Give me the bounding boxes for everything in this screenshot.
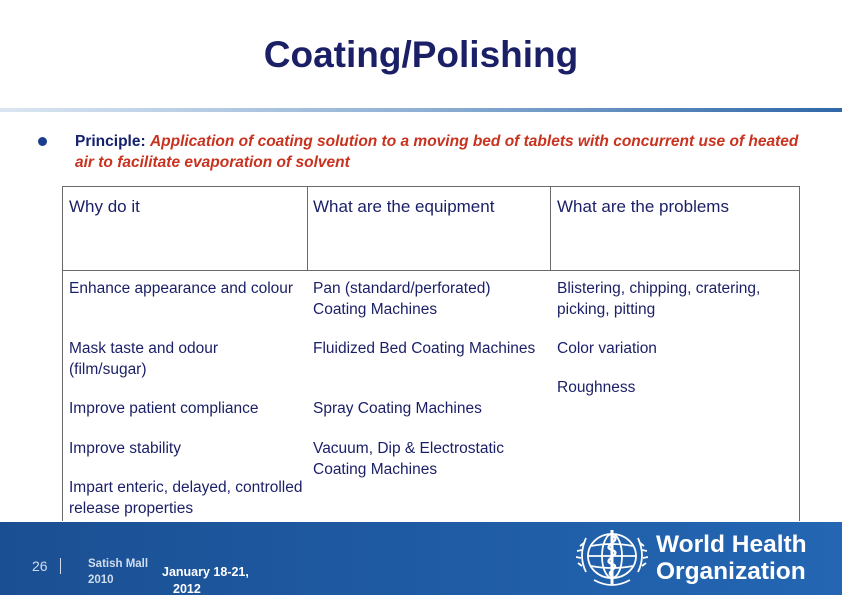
bullet-dot-icon bbox=[38, 137, 47, 146]
footer-date-year: 2012 bbox=[173, 582, 201, 596]
header-equipment: What are the equipment bbox=[313, 197, 495, 216]
principle-description: Application of coating solution to a moving bed of tablets with concurrent use of heated air to facilitate evaporation of solvent bbox=[75, 133, 799, 171]
column-divider bbox=[307, 187, 308, 270]
who-wordmark-line1: World Health bbox=[656, 531, 807, 558]
problem-item: Blistering, chipping, cratering, picking, pitting bbox=[557, 280, 761, 318]
who-wordmark bbox=[656, 531, 807, 585]
equipment-item: Spray Coating Machines bbox=[313, 400, 482, 417]
equipment-item: Fluidized Bed Coating Machines bbox=[313, 340, 536, 357]
why-item: Impart enteric, delayed, controlled release properties bbox=[69, 479, 303, 517]
header-problems: What are the problems bbox=[557, 197, 729, 216]
equipment-item: Vacuum, Dip & Electrostatic Coating Machines bbox=[313, 440, 504, 478]
principle-text-block bbox=[75, 131, 815, 173]
footer-date: January 18-21, bbox=[162, 565, 249, 579]
why-item: Improve stability bbox=[69, 440, 181, 457]
why-item: Enhance appearance and colour bbox=[69, 280, 294, 297]
footer-band bbox=[0, 522, 842, 595]
page-number: 26 bbox=[32, 558, 48, 574]
header-divider bbox=[63, 270, 799, 271]
problem-item: Color variation bbox=[557, 340, 657, 357]
equipment-item: Pan (standard/perforated) Coating Machines bbox=[313, 280, 491, 318]
why-item: Mask taste and odour (film/sugar) bbox=[69, 340, 219, 378]
footer-author: Satish Mall bbox=[88, 558, 149, 570]
title-divider bbox=[0, 108, 842, 112]
who-wordmark-line2: Organization bbox=[656, 558, 806, 585]
footer-year: 2010 bbox=[88, 574, 114, 586]
header-why: Why do it bbox=[69, 197, 140, 216]
page-number-divider bbox=[60, 558, 61, 574]
column-divider bbox=[550, 187, 551, 270]
who-emblem-icon bbox=[572, 522, 652, 595]
principle-label: Principle: bbox=[75, 133, 150, 150]
why-item: Improve patient compliance bbox=[69, 400, 259, 417]
problem-item: Roughness bbox=[557, 379, 636, 396]
slide-title: Coating/Polishing bbox=[263, 34, 579, 75]
coating-table bbox=[62, 186, 800, 521]
